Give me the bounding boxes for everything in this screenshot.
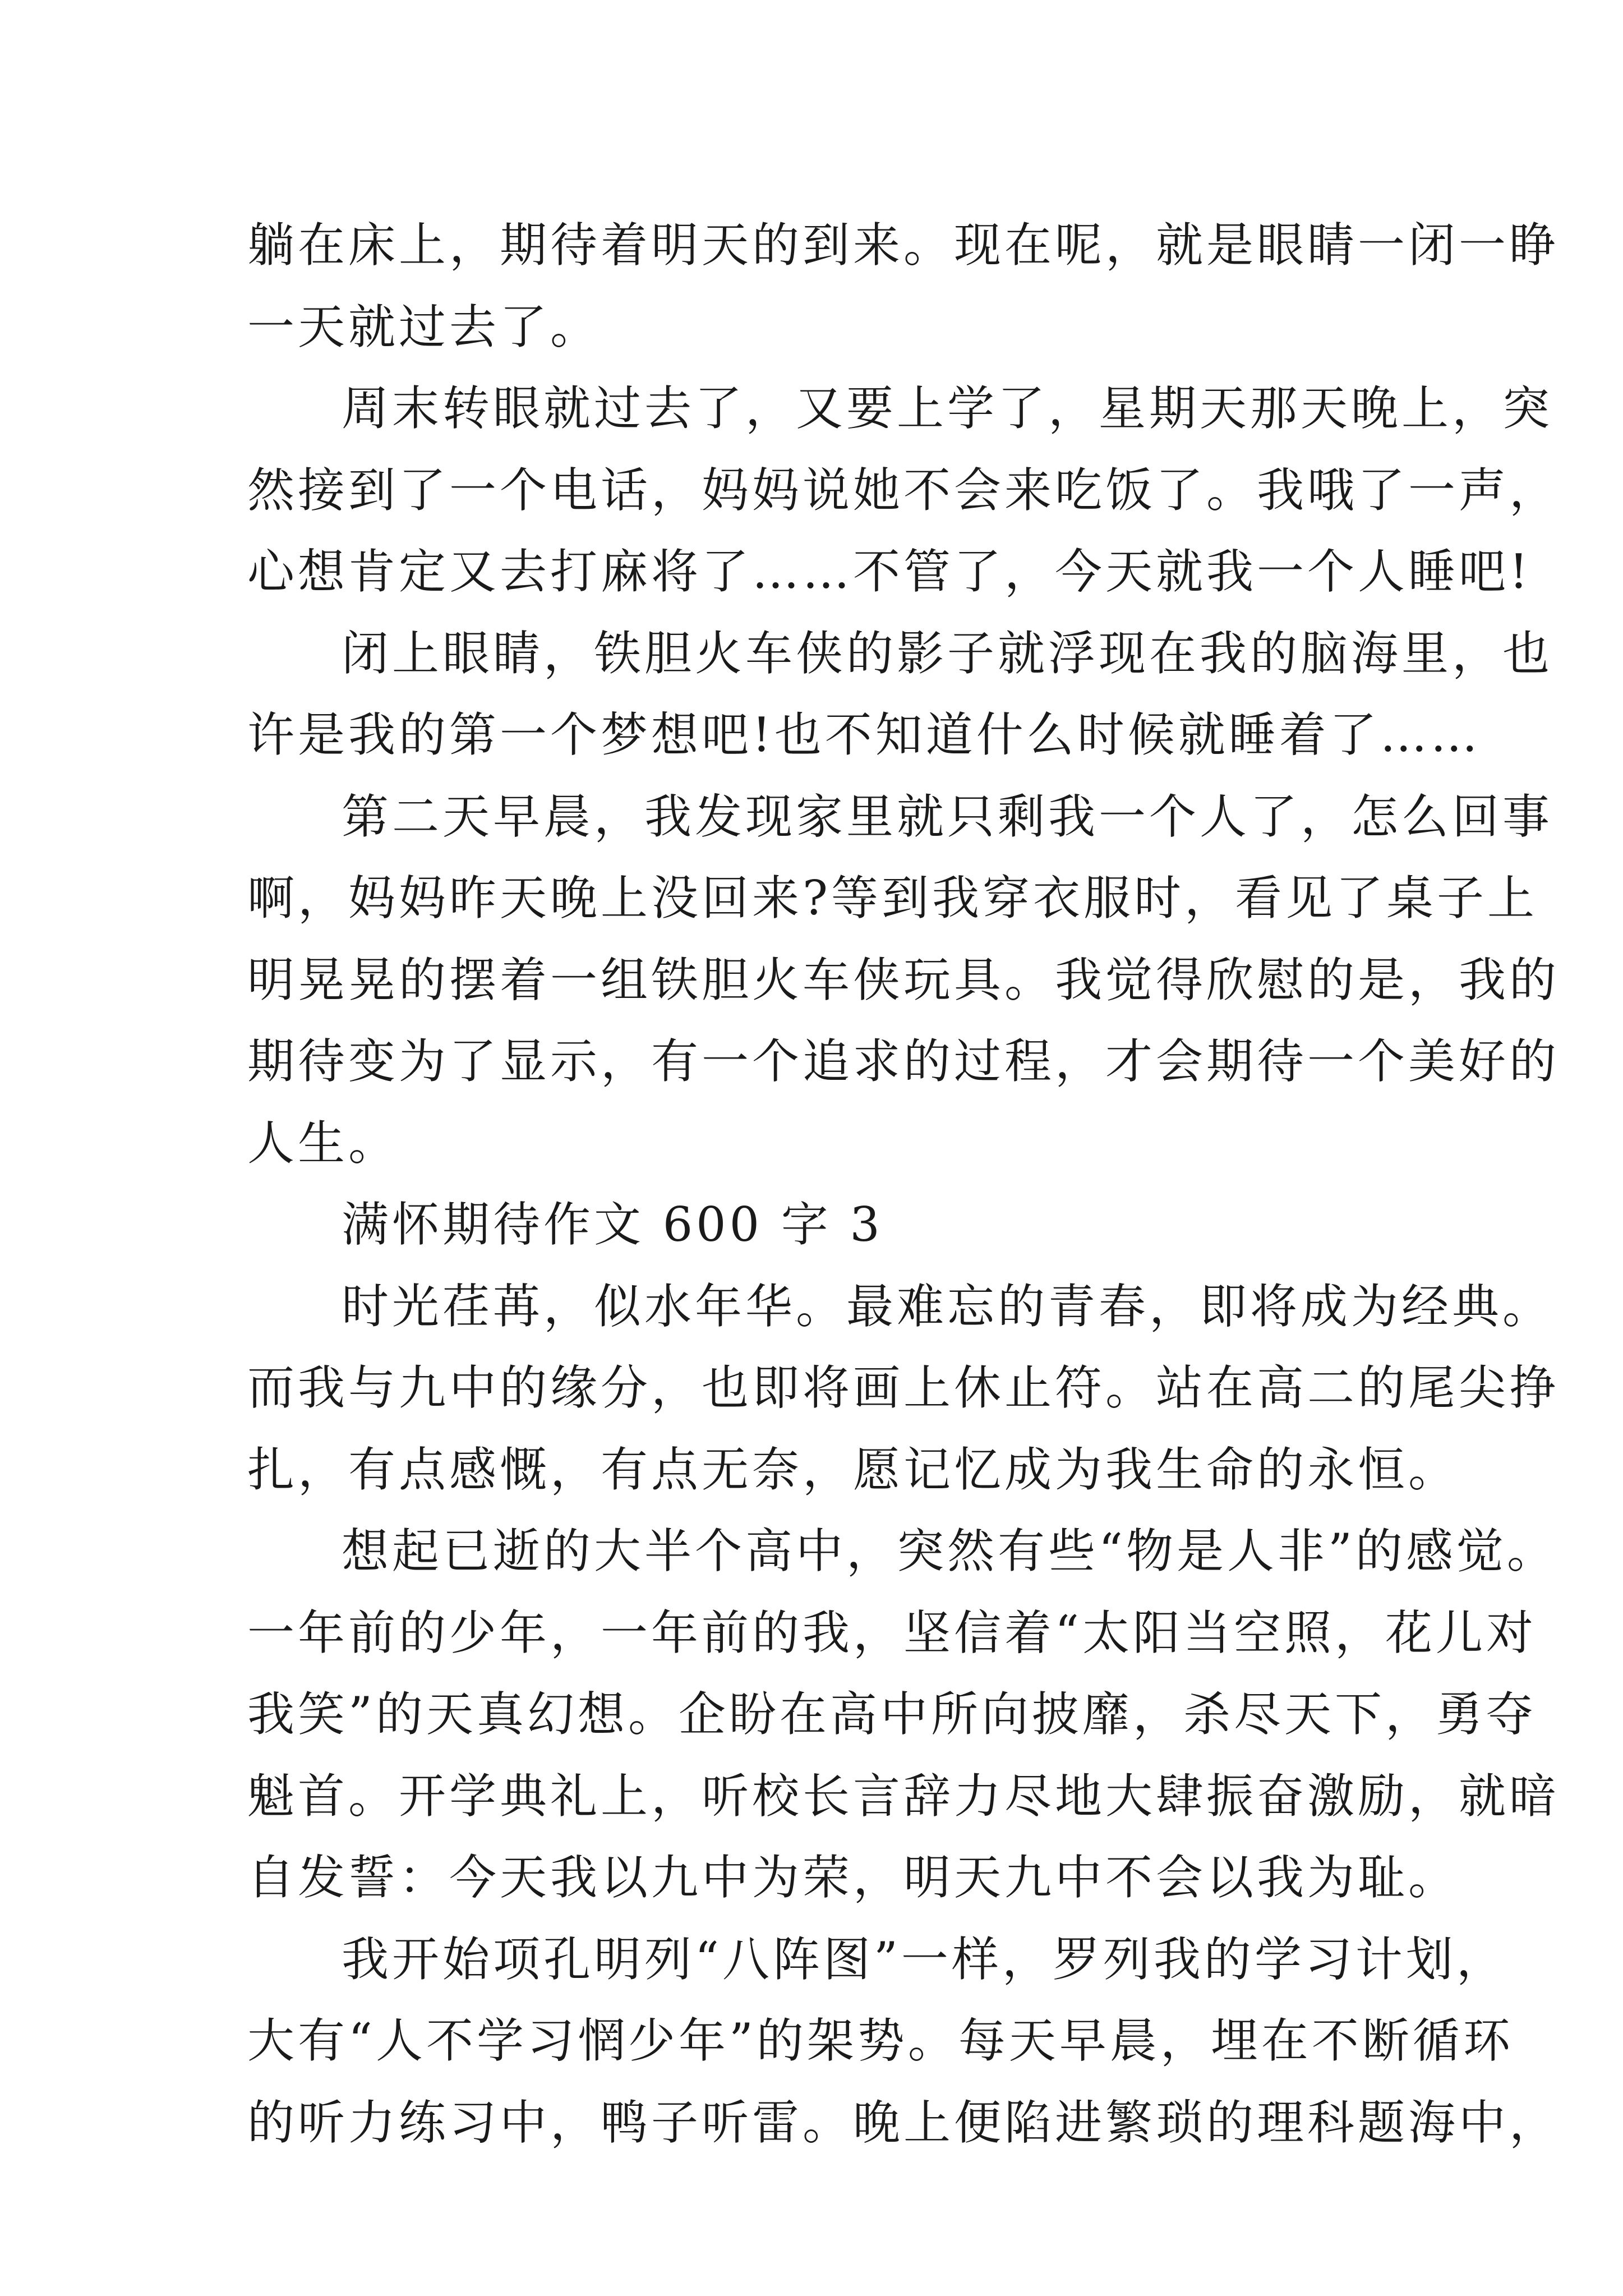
text-line: 第二天早晨，我发现家里就只剩我一个人了，怎么回事 (342, 789, 1553, 844)
text-line: 我笑”的天真幻想。企盼在高中所向披靡，杀尽天下，勇夺 (247, 1687, 1537, 1742)
text-line: 人生。 (247, 1115, 399, 1171)
text-line: 大有“人不学习惘少年”的架势。每天早晨，埋在不断循环 (247, 2013, 1514, 2068)
text-line: 而我与九中的缘分，也即将画上休止符。站在高二的尾尖挣 (247, 1360, 1560, 1415)
text-line: 我开始项孔明列“八阵图”一样，罗列我的学习计划， (342, 1931, 1507, 1987)
text-line: 一天就过去了。 (247, 299, 601, 355)
text-line: 许是我的第一个梦想吧!也不知道什么时候就睡着了…… (247, 707, 1481, 762)
section-heading: 满怀期待作文 600 字 3 (342, 1197, 883, 1252)
text-line: 自发誓：今天我以九中为荣，明天九中不会以我为耻。 (247, 1850, 1459, 1905)
text-line: 心想肯定又去打麻将了……不管了，今天就我一个人睡吧! (247, 544, 1532, 599)
text-line: 扎，有点感慨，有点无奈，愿记忆成为我生命的永恒。 (247, 1442, 1459, 1497)
text-line: 魁首。开学典礼上，听校长言辞力尽地大肆振奋激励，就暗 (247, 1768, 1560, 1824)
text-line: 躺在床上，期待着明天的到来。现在呢，就是眼睛一闭一睁 (247, 218, 1560, 273)
text-line: 然接到了一个电话，妈妈说她不会来吃饭了。我哦了一声， (247, 462, 1560, 518)
text-line: 闭上眼睛，铁胆火车侠的影子就浮现在我的脑海里，也 (342, 625, 1553, 681)
text-line: 想起已逝的大半个高中，突然有些“物是人非”的感觉。 (342, 1524, 1557, 1579)
text-line: 啊，妈妈昨天晚上没回来?等到我穿衣服时，看见了桌子上 (247, 871, 1538, 926)
text-line: 的听力练习中，鸭子听雷。晚上便陷进繁琐的理科题海中， (247, 2095, 1560, 2150)
text-line: 周末转眼就过去了，又要上学了，星期天那天晚上，突 (342, 381, 1553, 436)
text-line: 期待变为了显示，有一个追求的过程，才会期待一个美好的 (247, 1034, 1560, 1089)
text-line: 时光荏苒，似水年华。最难忘的青春，即将成为经典。 (342, 1278, 1553, 1334)
text-line: 一年前的少年，一年前的我，坚信着“太阳当空照，花儿对 (247, 1605, 1537, 1660)
text-line: 明晃晃的摆着一组铁胆火车侠玩具。我觉得欣慰的是，我的 (247, 952, 1560, 1007)
body-text (247, 205, 1560, 2164)
